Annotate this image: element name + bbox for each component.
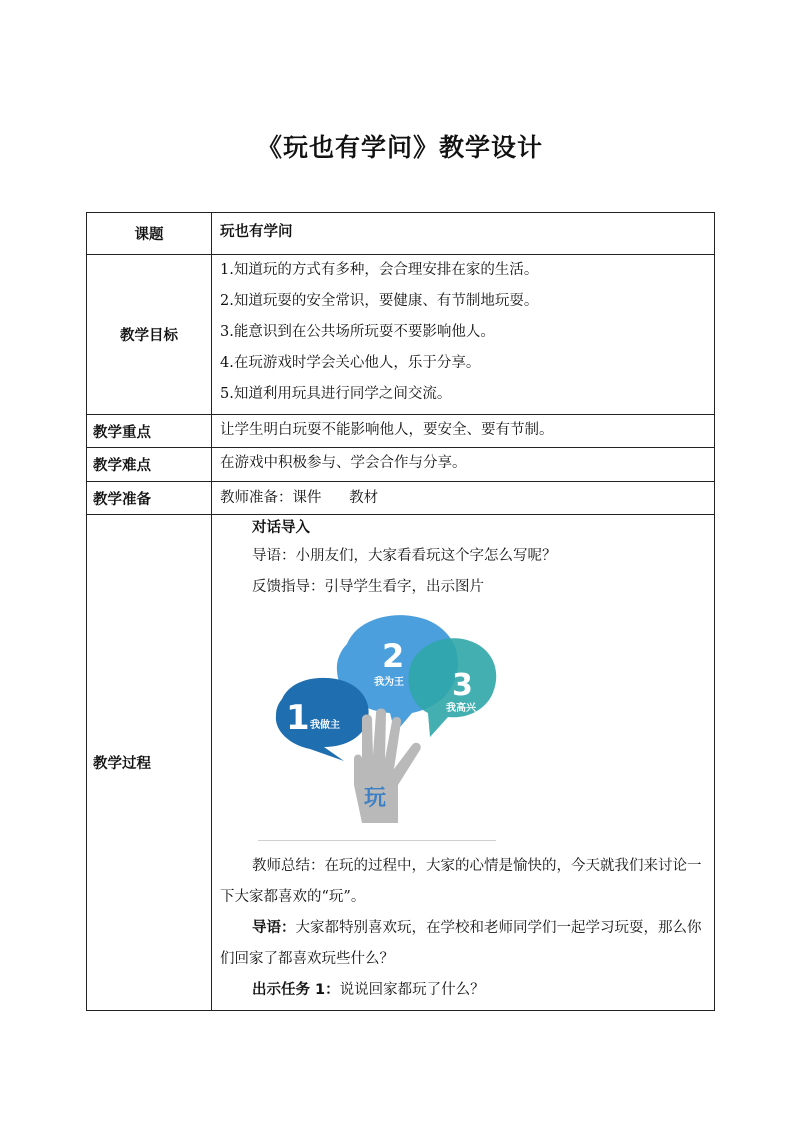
- summary-text: 教师总结：在玩的过程中，大家的心情是愉快的，今天就我们来讨论一下大家都喜欢的“玩”。: [220, 858, 702, 905]
- bubble-1-number: 1: [286, 698, 310, 738]
- goal-item: 1.知道玩的方式有多种，会合理安排在家的生活。: [220, 262, 539, 278]
- label-process: 教学过程: [87, 515, 212, 1011]
- document-title: 《玩也有学问》教学设计: [256, 133, 543, 162]
- label-prep: 教学准备: [87, 482, 212, 515]
- guide-label: 导语：: [252, 920, 296, 936]
- goal-item: 2.知道玩耍的安全常识，要健康、有节制地玩耍。: [220, 293, 539, 309]
- task-paragraph: [220, 975, 706, 1006]
- row-topic: [87, 213, 715, 255]
- value-difficulty: 在游戏中积极参与、学会合作与分享。: [212, 448, 715, 482]
- label-key: 教学重点: [87, 415, 212, 448]
- goals-list: [212, 255, 715, 415]
- bubble-1-label: 我做主: [310, 720, 340, 731]
- row-prep: [87, 482, 715, 515]
- feedback-text: 反馈指导：引导学生看字，出示图片: [252, 579, 484, 595]
- hand-character: 玩: [364, 786, 387, 811]
- goal-item: 5.知道利用玩具进行同学之间交流。: [220, 386, 452, 402]
- lesson-plan-table: [86, 212, 715, 1011]
- section-title: 对话导入: [252, 520, 310, 536]
- row-difficulty: [87, 448, 715, 482]
- label-difficulty: 教学难点: [87, 448, 212, 482]
- intro-text: 导语：小朋友们，大家看看玩这个字怎么写呢？: [252, 548, 557, 564]
- goal-item: 4.在玩游戏时学会关心他人，乐于分享。: [220, 355, 481, 371]
- bubble-3-label: 我高兴: [446, 703, 476, 714]
- bubble-2-number: 2: [382, 637, 405, 675]
- task-text: 说说回家都玩了什么？: [339, 982, 485, 998]
- label-goals: 教学目标: [87, 255, 212, 415]
- row-key: [87, 415, 715, 448]
- guide-text: 大家都特别喜欢玩，在学校和老师同学们一起学习玩耍，那么你们回家了都喜欢玩些什么？: [220, 920, 702, 967]
- guide-paragraph: [220, 913, 706, 975]
- bubble-2-label: 我为王: [374, 677, 404, 688]
- label-topic: 课题: [87, 213, 212, 255]
- play-illustration-svg: [252, 609, 512, 845]
- value-key: 让学生明白玩耍不能影响他人，要安全、要有节制。: [212, 415, 715, 448]
- topic-text: 玩也有学问: [220, 224, 293, 240]
- task-label: 出示任务 1：: [252, 982, 340, 998]
- row-goals: [87, 255, 715, 415]
- value-prep: 教师准备：课件 教材: [212, 482, 715, 515]
- row-process: [87, 515, 715, 1011]
- play-illustration: [252, 609, 512, 845]
- bubble-3-number: 3: [452, 668, 473, 703]
- value-topic: [212, 213, 715, 255]
- process-content: [212, 515, 715, 1011]
- goal-item: 3.能意识到在公共场所玩耍不要影响他人。: [220, 324, 495, 340]
- image-baseline: [258, 840, 496, 841]
